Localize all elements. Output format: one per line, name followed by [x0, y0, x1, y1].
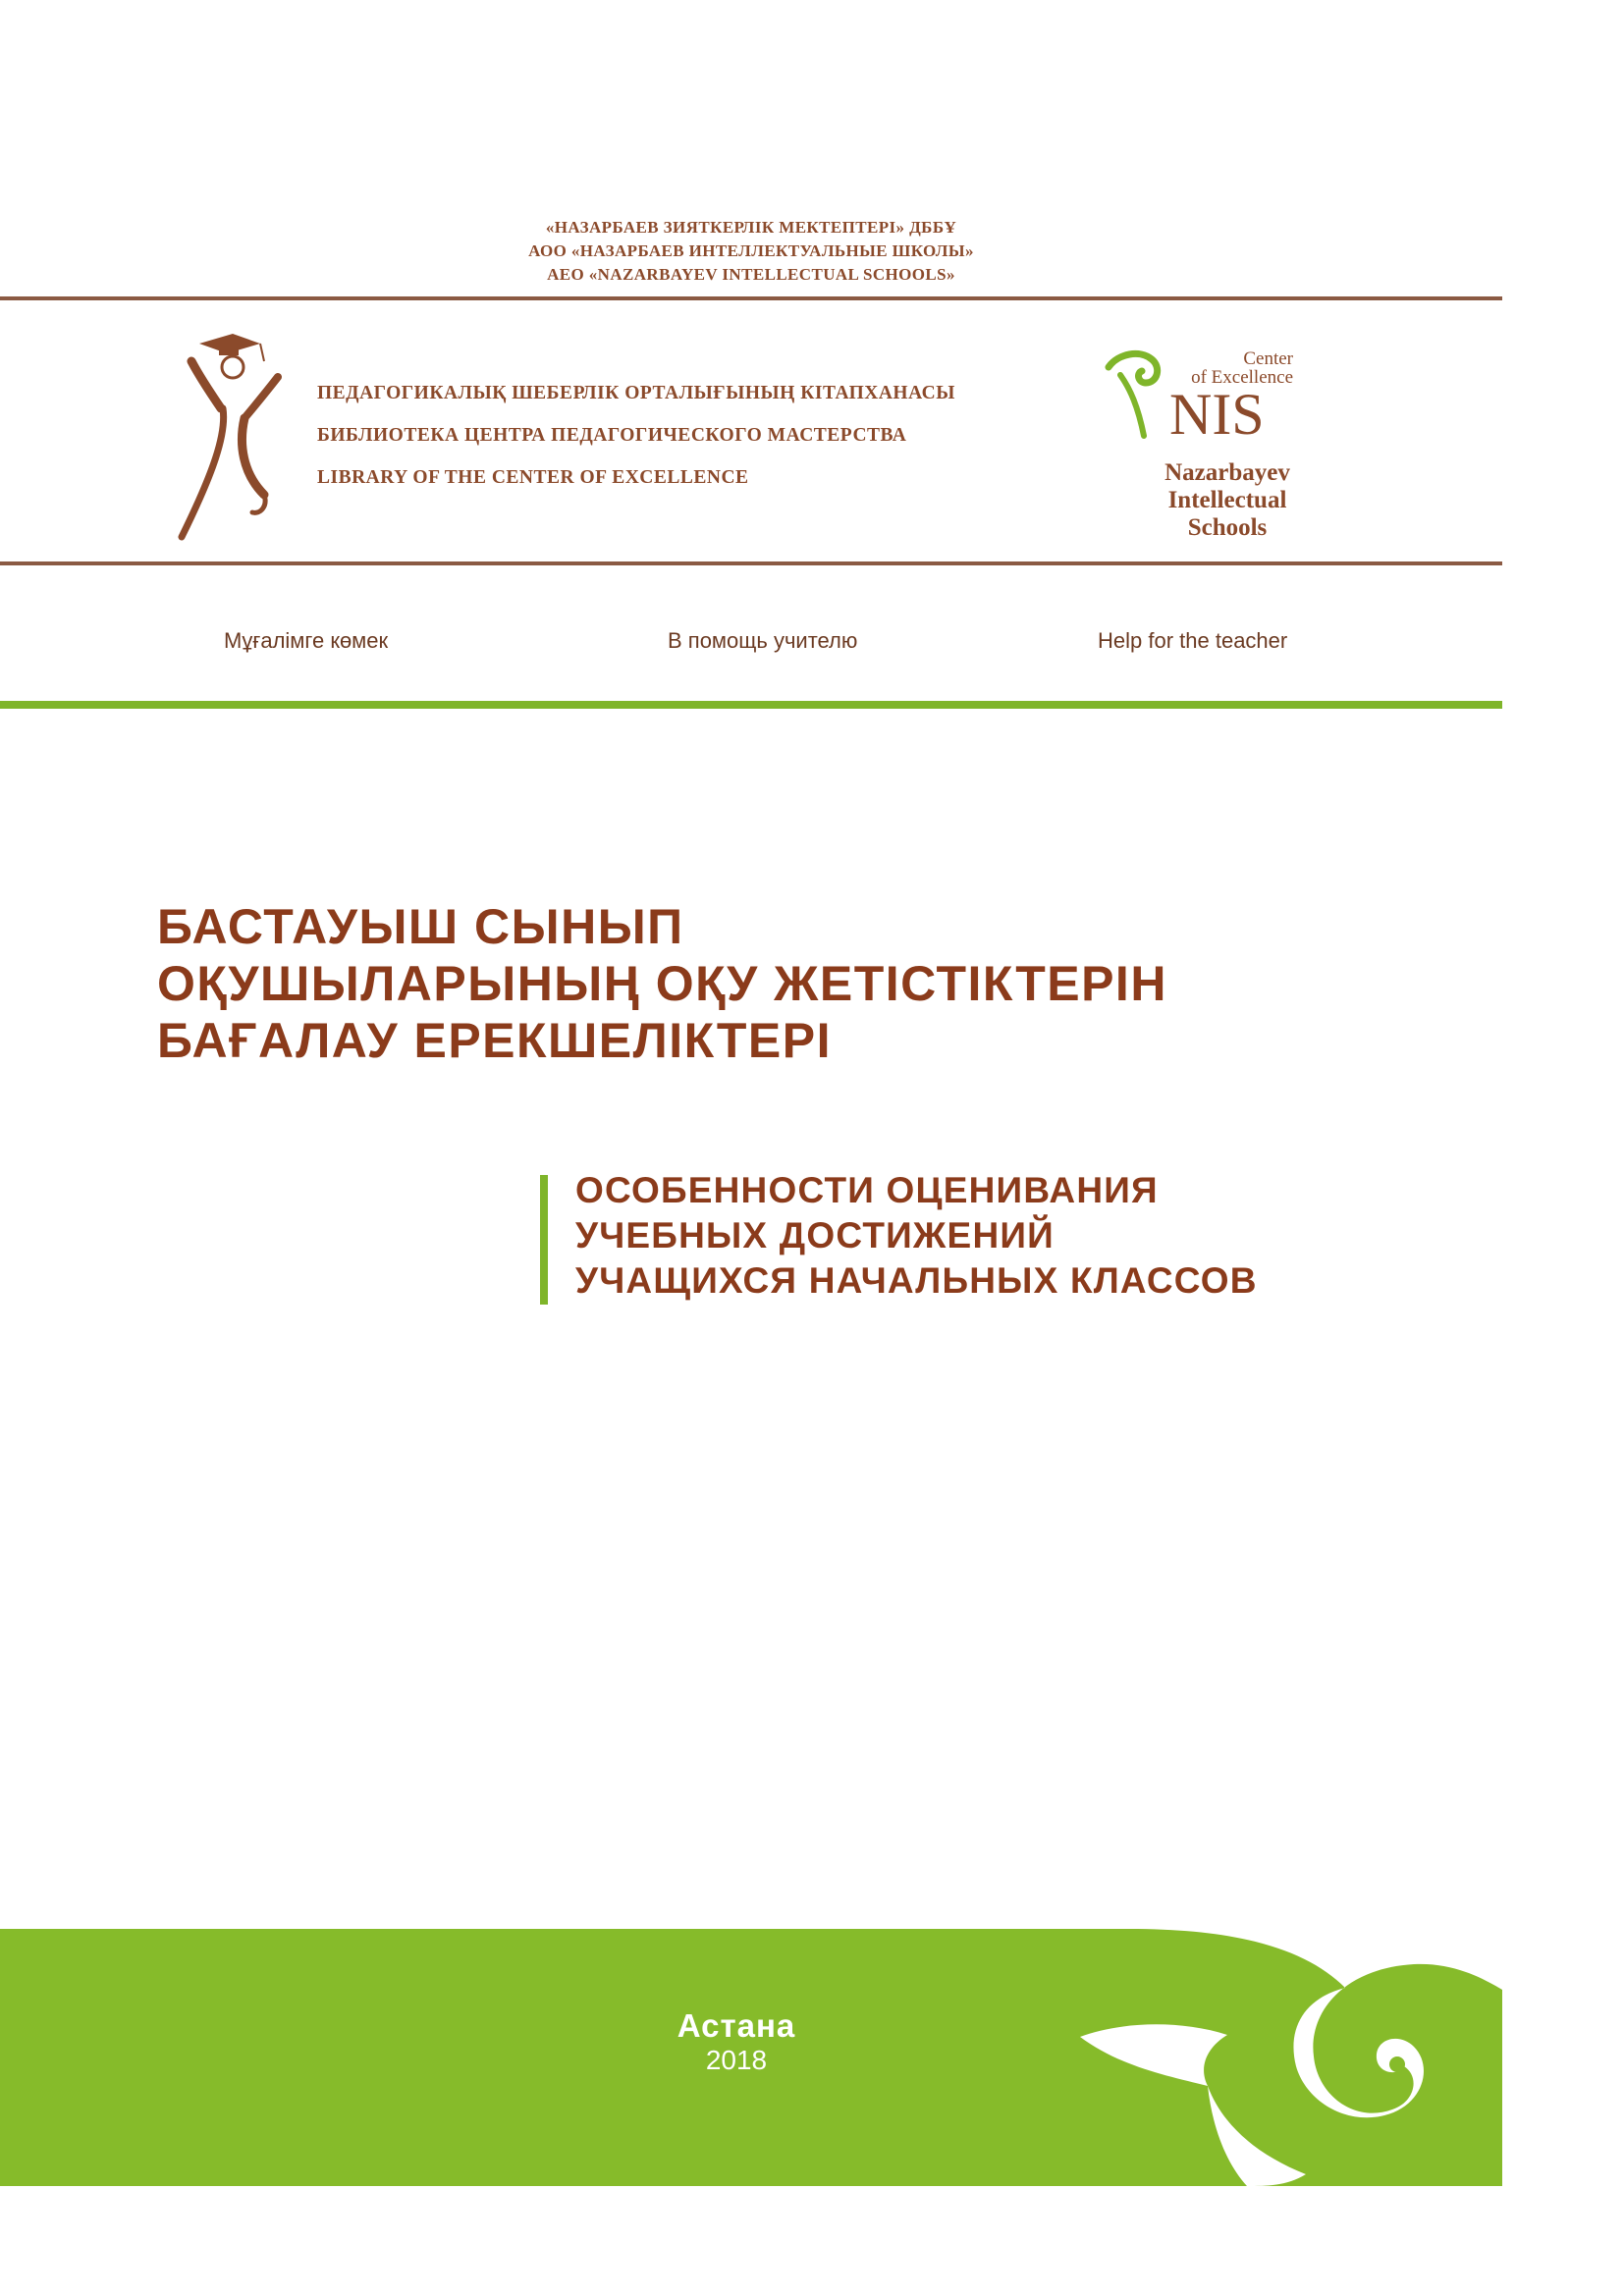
- series-label-en: Help for the teacher: [1098, 628, 1288, 653]
- nis-name-1: Nazarbayev: [1164, 459, 1290, 486]
- title-kz-line-1: БАСТАУЫШ СЫНЫП: [157, 899, 684, 954]
- org-line-en: АЕО «NAZARBAYEV INTELLECTUAL SCHOOLS»: [547, 265, 955, 284]
- nis-name-3: Schools: [1187, 514, 1268, 541]
- library-line-ru: БИБЛИОТЕКА ЦЕНТРА ПЕДАГОГИЧЕСКОГО МАСТЕРСТВА: [317, 425, 907, 446]
- nis-logo: [1105, 346, 1301, 542]
- green-divider: [0, 701, 1502, 709]
- title-ru-line-2: УЧЕБНЫХ ДОСТИЖЕНИЙ: [575, 1215, 1055, 1255]
- org-line-ru: АОО «НАЗАРБАЕВ ИНТЕЛЛЕКТУАЛЬНЫЕ ШКОЛЫ»: [528, 241, 974, 260]
- nis-excellence-text: of Excellence: [1191, 367, 1293, 388]
- title-kz-line-3: БАҒАЛАУ ЕРЕКШЕЛІКТЕРІ: [157, 1013, 833, 1068]
- title-accent-bar: [540, 1175, 548, 1305]
- top-divider: [0, 296, 1502, 300]
- series-label-ru: В помощь учителю: [668, 628, 858, 653]
- title-russian: [575, 1168, 1258, 1304]
- title-kazakh: [157, 898, 1167, 1069]
- title-kz-line-2: ОҚУШЫЛАРЫНЫҢ ОҚУ ЖЕТІСТІКТЕРІН: [157, 956, 1167, 1011]
- footer-band: [0, 1929, 1502, 2186]
- library-line-en: LIBRARY OF THE CENTER OF EXCELLENCE: [317, 467, 749, 488]
- nis-swirl-logo-icon: [1105, 346, 1173, 444]
- middle-divider: [0, 561, 1502, 565]
- library-line-kz: ПЕДАГОГИКАЛЫҚ ШЕБЕРЛІК ОРТАЛЫҒЫНЫҢ КІТАПХАНАСЫ: [317, 383, 955, 403]
- title-ru-line-1: ОСОБЕННОСТИ ОЦЕНИВАНИЯ: [575, 1170, 1159, 1210]
- publication-year: 2018: [705, 2045, 768, 2075]
- teacher-figure-logo-icon: [162, 326, 290, 547]
- nis-acronym: NIS: [1169, 382, 1265, 447]
- series-label-kz: Мұғалімге көмек: [224, 628, 389, 653]
- nis-center-text: Center: [1243, 348, 1293, 369]
- title-ru-line-3: УЧАЩИХСЯ НАЧАЛЬНЫХ КЛАССОВ: [575, 1260, 1258, 1301]
- org-line-kz: «НАЗАРБАЕВ ЗИЯТКЕРЛІК МЕКТЕПТЕРІ» ДББҰ: [545, 218, 957, 237]
- publication-city: Астана: [677, 2007, 796, 2044]
- nis-name-2: Intellectual: [1167, 487, 1287, 513]
